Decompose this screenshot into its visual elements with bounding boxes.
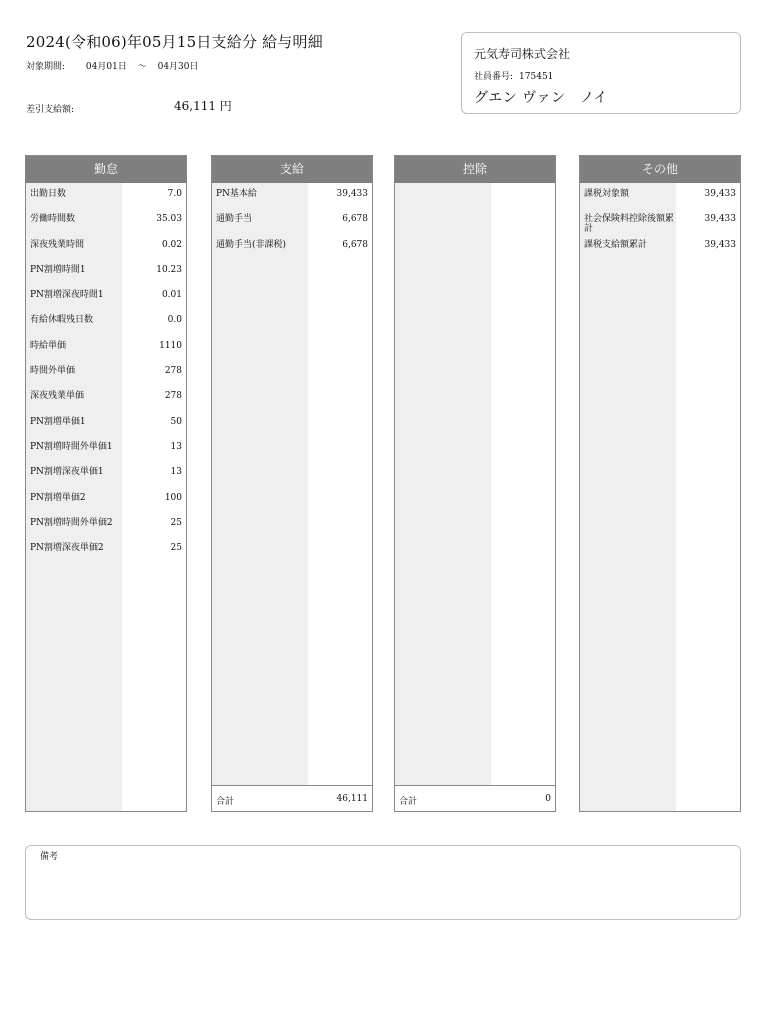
table-row [26,234,186,259]
payment-total-label: 合計 [216,797,235,807]
table-row [26,436,186,461]
row-value: 25 [170,517,182,528]
deduction-total-label: 合計 [399,797,418,807]
row-value: 13 [170,467,182,478]
table-row [26,512,186,537]
table-row [26,259,186,284]
deduction-header: 控除 [395,156,555,183]
row-value: 13 [170,441,182,452]
deduction-total-row [395,785,555,811]
period-start: 04月01日 [85,62,127,72]
row-label: 出勤日数 [30,189,67,199]
table-row [212,234,372,259]
row-value: 39,433 [704,239,736,250]
row-value: 35.03 [156,214,182,225]
label-column [395,183,491,811]
row-label: 時間外単価 [30,366,76,377]
other-header: その他 [580,156,740,183]
row-label: 課税支給額累計 [584,239,648,250]
row-value: 1110 [159,340,182,351]
row-value: 278 [164,366,182,377]
payment-rows [212,183,372,259]
row-label: PN割増単価2 [30,492,86,503]
row-label: 深夜残業単価 [30,391,85,402]
period-separator: ～ [137,62,147,72]
row-value: 39,433 [704,189,736,199]
row-value: 6,678 [342,214,368,225]
row-value: 25 [170,543,182,554]
row-label: PN割増時間外単価1 [30,441,113,452]
payment-panel [211,155,373,812]
row-label: PN割増深夜単価1 [30,467,104,478]
period-end: 04月30日 [157,62,199,72]
row-label: 通勤手当 [216,214,253,225]
table-row [26,385,186,410]
row-label: PN割増時間外単価2 [30,517,113,528]
table-row [212,183,372,208]
remarks-box [25,845,741,920]
attendance-header: 勤怠 [26,156,186,183]
table-row [26,208,186,233]
employee-number-label: 社員番号: [474,72,514,82]
row-value: 10.23 [156,264,182,275]
row-label: 有給休暇残日数 [30,315,94,326]
employee-name: グエン ヴァン ノイ [474,90,608,106]
attendance-rows [26,183,186,562]
payment-total-row [212,785,372,811]
employee-number [474,69,553,82]
company-info-box [461,32,741,114]
deduction-panel [394,155,556,812]
table-row [26,284,186,309]
page-title: 2024(令和06)年05月15日支給分 給与明細 [26,33,323,51]
table-row [580,234,740,259]
target-period [26,59,199,72]
table-row [26,461,186,486]
payment-total-value: 46,111 [336,794,368,804]
row-value: 278 [164,391,182,402]
row-label: PN割増時間1 [30,264,86,275]
table-row [26,335,186,360]
table-row [26,487,186,512]
row-label: PN割増深夜時間1 [30,290,104,301]
deduction-total-value: 0 [545,794,551,804]
payment-header: 支給 [212,156,372,183]
other-rows [580,183,740,259]
remarks-label: 備考 [40,852,59,862]
net-pay [26,97,256,113]
table-row [26,411,186,436]
company-name: 元気寿司株式会社 [474,47,571,61]
row-value: 50 [170,416,182,427]
row-value: 6,678 [342,239,368,250]
period-label: 対象期間: [26,62,66,72]
net-pay-value: 46,111 円 [174,99,232,113]
row-value: 7.0 [167,189,182,199]
row-value: 0.02 [161,239,182,250]
row-label: 社会保険料控除後額累計 [584,214,675,235]
row-value: 39,433 [336,189,368,199]
table-row [26,360,186,385]
row-value: 39,433 [704,214,736,225]
net-pay-label: 差引支給額: [26,105,75,115]
table-row [26,309,186,334]
row-label: 通勤手当(非課税) [216,239,287,250]
row-label: 労働時間数 [30,214,76,225]
row-value: 0.0 [167,315,182,326]
row-value: 0.01 [161,290,182,301]
table-row [580,208,740,233]
attendance-panel [25,155,187,812]
table-row [26,537,186,562]
row-label: PN割増深夜単価2 [30,543,104,554]
row-label: 課税対象額 [584,189,630,199]
row-label: PN基本給 [216,189,257,199]
employee-number-value: 175451 [519,72,554,82]
row-label: PN割増単価1 [30,416,86,427]
label-column [212,183,308,811]
table-row [26,183,186,208]
table-row [580,183,740,208]
row-label: 深夜残業時間 [30,239,85,250]
table-row [212,208,372,233]
row-value: 100 [164,492,182,503]
other-panel [579,155,741,812]
row-label: 時給単価 [30,340,67,351]
label-column [580,183,676,811]
